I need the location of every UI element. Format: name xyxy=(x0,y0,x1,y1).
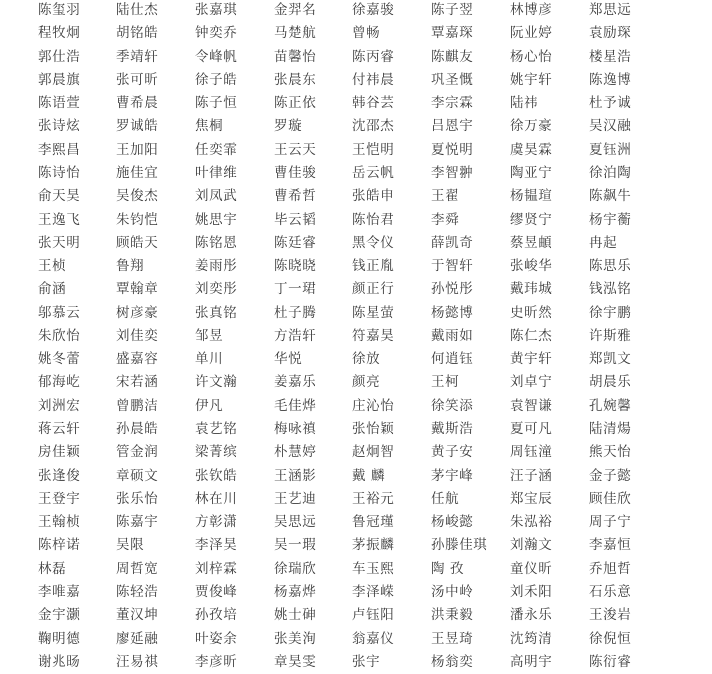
name-cell: 潘永乐 xyxy=(510,607,553,624)
name-cell: 王翰桢 xyxy=(38,514,81,531)
name-cell: 沈邵杰 xyxy=(352,118,395,135)
name-cell: 黄子安 xyxy=(431,444,474,461)
name-cell: 朱泓裕 xyxy=(510,514,553,531)
name-cell: 翁嘉仪 xyxy=(352,630,395,647)
name-row xyxy=(0,511,712,534)
name-cell: 张真铭 xyxy=(195,304,238,321)
name-row xyxy=(0,115,712,138)
name-cell: 徐放 xyxy=(352,351,381,368)
name-cell: 杨韫瑄 xyxy=(510,188,553,205)
name-cell: 任奕霏 xyxy=(195,141,238,158)
name-row xyxy=(0,22,712,45)
name-cell: 叶律维 xyxy=(195,164,238,181)
name-cell: 周哲宽 xyxy=(116,560,159,577)
name-row xyxy=(0,46,712,69)
name-row xyxy=(0,604,712,627)
name-cell: 戴斯浩 xyxy=(431,421,474,438)
name-cell: 熊天怡 xyxy=(589,444,632,461)
name-cell: 单川 xyxy=(195,351,224,368)
name-cell: 王涵影 xyxy=(274,467,317,484)
name-cell: 房佳颖 xyxy=(38,444,81,461)
name-cell: 马楚航 xyxy=(274,25,317,42)
name-cell: 许斯雅 xyxy=(589,327,632,344)
name-cell: 曹佳骏 xyxy=(274,164,317,181)
name-cell: 令峰帆 xyxy=(195,48,238,65)
name-cell: 杨心怡 xyxy=(510,48,553,65)
name-cell: 王浚岩 xyxy=(589,607,632,624)
name-cell: 杨翁奕 xyxy=(431,653,474,670)
name-cell: 李宗霖 xyxy=(431,95,474,112)
name-cell: 曹希哲 xyxy=(274,188,317,205)
name-cell: 陈思乐 xyxy=(589,258,632,275)
name-row xyxy=(0,278,712,301)
name-cell: 毕云韬 xyxy=(274,211,317,228)
name-cell: 汪易祺 xyxy=(116,653,159,670)
name-cell: 庄沁怡 xyxy=(352,397,395,414)
name-cell: 孙孜培 xyxy=(195,607,238,624)
name-cell: 张美洵 xyxy=(274,630,317,647)
name-row xyxy=(0,418,712,441)
name-cell: 袁智谦 xyxy=(510,397,553,414)
name-cell: 郭仕浩 xyxy=(38,48,81,65)
name-cell: 俞涵 xyxy=(38,281,67,298)
name-cell: 吴一瑕 xyxy=(274,537,317,554)
name-cell: 付祎晨 xyxy=(352,71,395,88)
name-row xyxy=(0,465,712,488)
name-cell: 程牧炯 xyxy=(38,25,81,42)
name-row xyxy=(0,581,712,604)
name-cell: 梅咏禛 xyxy=(274,421,317,438)
name-cell: 陈麒友 xyxy=(431,48,474,65)
name-row xyxy=(0,232,712,255)
name-cell: 沈筠清 xyxy=(510,630,553,647)
name-cell: 施佳宜 xyxy=(116,164,159,181)
name-cell: 戴玮城 xyxy=(510,281,553,298)
name-cell: 张宇 xyxy=(352,653,381,670)
name-cell: 邹昱 xyxy=(195,327,224,344)
name-cell: 管金润 xyxy=(116,444,159,461)
name-cell: 陈衍睿 xyxy=(589,653,632,670)
name-row xyxy=(0,0,712,22)
name-cell: 林在川 xyxy=(195,490,238,507)
name-cell: 蔡昱頔 xyxy=(510,234,553,251)
name-cell: 刘佳奕 xyxy=(116,327,159,344)
name-cell: 方浩轩 xyxy=(274,327,317,344)
name-cell: 石乐意 xyxy=(589,584,632,600)
name-cell: 孙悦彤 xyxy=(431,281,474,298)
name-cell: 陈正依 xyxy=(274,95,317,112)
name-cell: 树彦豪 xyxy=(116,304,159,321)
name-cell: 金宇灏 xyxy=(38,607,81,624)
name-cell: 叶姿余 xyxy=(195,630,238,647)
name-cell: 梁菁缤 xyxy=(195,444,238,461)
name-cell: 郑凯文 xyxy=(589,351,632,368)
name-cell: 钱泓铭 xyxy=(589,281,632,298)
name-cell: 巩圣慨 xyxy=(431,71,474,88)
name-cell: 张钦皓 xyxy=(195,467,238,484)
name-cell: 陈星萤 xyxy=(352,304,395,321)
name-cell: 林博彦 xyxy=(510,2,553,18)
name-cell: 许文瀚 xyxy=(195,374,238,391)
name-cell: 吴限 xyxy=(116,537,145,554)
name-cell: 胡铭皓 xyxy=(116,25,159,42)
name-cell: 陶 孜 xyxy=(431,560,465,577)
name-cell: 王桢 xyxy=(38,258,67,275)
name-cell: 覃翰章 xyxy=(116,281,159,298)
name-cell: 史昕然 xyxy=(510,304,553,321)
name-row xyxy=(0,628,712,651)
name-cell: 陶亚宁 xyxy=(510,164,553,181)
name-cell: 阮业婷 xyxy=(510,25,553,42)
name-cell: 王翟 xyxy=(431,188,460,205)
name-cell: 徐瑞欣 xyxy=(274,560,317,577)
name-cell: 华悦 xyxy=(274,351,303,368)
name-cell: 陈子翌 xyxy=(431,2,474,18)
name-cell: 缪贤宁 xyxy=(510,211,553,228)
name-cell: 吴汉融 xyxy=(589,118,632,135)
name-cell: 刘卓宁 xyxy=(510,374,553,391)
name-cell: 袁艺铭 xyxy=(195,421,238,438)
name-cell: 张晨东 xyxy=(274,71,317,88)
name-cell: 周钰潼 xyxy=(510,444,553,461)
name-cell: 冉起 xyxy=(589,234,618,251)
name-row xyxy=(0,92,712,115)
name-cell: 陆清煬 xyxy=(589,421,632,438)
name-cell: 王恺明 xyxy=(352,141,395,158)
name-cell: 盛嘉容 xyxy=(116,351,159,368)
name-cell: 杨宇蘅 xyxy=(589,211,632,228)
name-cell: 丁一珺 xyxy=(274,281,317,298)
name-cell: 陈逸博 xyxy=(589,71,632,88)
name-cell: 赵炯智 xyxy=(352,444,395,461)
name-cell: 金子懿 xyxy=(589,467,632,484)
name-cell: 陈廷睿 xyxy=(274,234,317,251)
name-cell: 黑令仪 xyxy=(352,234,395,251)
name-cell: 刘洲宏 xyxy=(38,397,81,414)
name-cell: 洪秉毅 xyxy=(431,607,474,624)
name-cell: 童仪昕 xyxy=(510,560,553,577)
name-cell: 陈飙牛 xyxy=(589,188,632,205)
name-cell: 陈诗怡 xyxy=(38,164,81,181)
name-row xyxy=(0,162,712,185)
name-cell: 徐子皓 xyxy=(195,71,238,88)
name-cell: 俞天昊 xyxy=(38,188,81,205)
name-cell: 伊凡 xyxy=(195,397,224,414)
name-cell: 曹希晨 xyxy=(116,95,159,112)
name-cell: 汤中岭 xyxy=(431,584,474,600)
name-cell: 郁海屹 xyxy=(38,374,81,391)
name-cell: 李智翀 xyxy=(431,164,474,181)
name-cell: 刘梓霖 xyxy=(195,560,238,577)
name-cell: 杨懿博 xyxy=(431,304,474,321)
name-row xyxy=(0,302,712,325)
name-cell: 于智轩 xyxy=(431,258,474,275)
name-cell: 杨嘉烨 xyxy=(274,584,317,600)
name-cell: 杜子腾 xyxy=(274,304,317,321)
name-cell: 吴俊杰 xyxy=(116,188,159,205)
name-cell: 陈子恒 xyxy=(195,95,238,112)
name-cell: 章昊雯 xyxy=(274,653,317,670)
name-cell: 李嘉恒 xyxy=(589,537,632,554)
name-cell: 曾畅 xyxy=(352,25,381,42)
name-row xyxy=(0,651,712,674)
name-cell: 杨峻懿 xyxy=(431,514,474,531)
name-row xyxy=(0,139,712,162)
name-cell: 毛佳烨 xyxy=(274,397,317,414)
name-cell: 任航 xyxy=(431,490,460,507)
name-cell: 张峻华 xyxy=(510,258,553,275)
name-cell: 陈铭恩 xyxy=(195,234,238,251)
name-cell: 张诗炫 xyxy=(38,118,81,135)
name-cell: 贾俊峰 xyxy=(195,584,238,600)
name-cell: 李彦昕 xyxy=(195,653,238,670)
name-cell: 汪子涵 xyxy=(510,467,553,484)
name-cell: 陆仕杰 xyxy=(116,2,159,18)
name-cell: 张天明 xyxy=(38,234,81,251)
name-cell: 徐万豪 xyxy=(510,118,553,135)
name-cell: 徐嘉骏 xyxy=(352,2,395,18)
name-cell: 王云天 xyxy=(274,141,317,158)
name-cell: 卢钰阳 xyxy=(352,607,395,624)
name-cell: 李熙昌 xyxy=(38,141,81,158)
name-cell: 焦桐 xyxy=(195,118,224,135)
name-cell: 郑宝辰 xyxy=(510,490,553,507)
name-cell: 楼星浩 xyxy=(589,48,632,65)
name-cell: 夏悦明 xyxy=(431,141,474,158)
name-cell: 韩谷芸 xyxy=(352,95,395,112)
name-cell: 姚士砷 xyxy=(274,607,317,624)
name-cell: 李唯嘉 xyxy=(38,584,81,600)
name-cell: 朴慧婷 xyxy=(274,444,317,461)
name-cell: 戴雨如 xyxy=(431,327,474,344)
name-cell: 刘奕彤 xyxy=(195,281,238,298)
name-cell: 李泽嵘 xyxy=(352,584,395,600)
name-cell: 罗璇 xyxy=(274,118,303,135)
name-cell: 邬慕云 xyxy=(38,304,81,321)
name-cell: 黄宇轩 xyxy=(510,351,553,368)
name-cell: 王裕元 xyxy=(352,490,395,507)
name-cell: 钱正胤 xyxy=(352,258,395,275)
name-cell: 杜予诚 xyxy=(589,95,632,112)
name-row xyxy=(0,488,712,511)
name-row xyxy=(0,255,712,278)
name-cell: 刘禾阳 xyxy=(510,584,553,600)
name-cell: 孙晨皓 xyxy=(116,421,159,438)
name-cell: 钟奕乔 xyxy=(195,25,238,42)
name-cell: 王逸飞 xyxy=(38,211,81,228)
name-cell: 姜嘉乐 xyxy=(274,374,317,391)
name-cell: 周子宁 xyxy=(589,514,632,531)
name-cell: 方彰潇 xyxy=(195,514,238,531)
name-cell: 颜正行 xyxy=(352,281,395,298)
name-cell: 虞昊霖 xyxy=(510,141,553,158)
name-cell: 王登宇 xyxy=(38,490,81,507)
name-cell: 朱欣怡 xyxy=(38,327,81,344)
name-cell: 陈梓诺 xyxy=(38,537,81,554)
name-cell: 吴思远 xyxy=(274,514,317,531)
name-cell: 乔旭哲 xyxy=(589,560,632,577)
name-cell: 郑思远 xyxy=(589,2,632,18)
name-row xyxy=(0,558,712,581)
name-cell: 何逍钰 xyxy=(431,351,474,368)
name-cell: 李泽昊 xyxy=(195,537,238,554)
name-cell: 陈嘉宇 xyxy=(116,514,159,531)
name-cell: 张怡颖 xyxy=(352,421,395,438)
name-cell: 徐笑添 xyxy=(431,397,474,414)
name-cell: 陈语萱 xyxy=(38,95,81,112)
name-cell: 孙滕佳琪 xyxy=(431,537,488,554)
name-cell: 张嘉琪 xyxy=(195,2,238,18)
name-row xyxy=(0,69,712,92)
name-cell: 鲁翔 xyxy=(116,258,145,275)
name-row xyxy=(0,441,712,464)
name-cell: 岳云帆 xyxy=(352,164,395,181)
name-cell: 陈丙睿 xyxy=(352,48,395,65)
name-cell: 谢兆旸 xyxy=(38,653,81,670)
name-cell: 廖延融 xyxy=(116,630,159,647)
name-cell: 苗馨怡 xyxy=(274,48,317,65)
name-cell: 陈仁杰 xyxy=(510,327,553,344)
name-cell: 董汉坤 xyxy=(116,607,159,624)
name-cell: 陆祎 xyxy=(510,95,539,112)
name-cell: 刘瀚文 xyxy=(510,537,553,554)
name-cell: 章硕文 xyxy=(116,467,159,484)
name-cell: 陈晓晓 xyxy=(274,258,317,275)
name-cell: 覃嘉琛 xyxy=(431,25,474,42)
name-cell: 姚宇轩 xyxy=(510,71,553,88)
name-row xyxy=(0,371,712,394)
name-cell: 鲁冠瑾 xyxy=(352,514,395,531)
name-cell: 车玉熙 xyxy=(352,560,395,577)
name-row xyxy=(0,348,712,371)
name-cell: 袁励琛 xyxy=(589,25,632,42)
name-cell: 蒋云轩 xyxy=(38,421,81,438)
name-cell: 王昱琦 xyxy=(431,630,474,647)
name-cell: 孔婉馨 xyxy=(589,397,632,414)
name-row xyxy=(0,534,712,557)
name-cell: 茅振麟 xyxy=(352,537,395,554)
name-cell: 鞠明德 xyxy=(38,630,81,647)
name-cell: 陈轻浩 xyxy=(116,584,159,600)
name-cell: 姚思宇 xyxy=(195,211,238,228)
name-cell: 胡晨乐 xyxy=(589,374,632,391)
name-cell: 茅宇峰 xyxy=(431,467,474,484)
name-cell: 季靖轩 xyxy=(116,48,159,65)
name-row xyxy=(0,395,712,418)
name-cell: 薛凯奇 xyxy=(431,234,474,251)
name-cell: 李舜 xyxy=(431,211,460,228)
name-cell: 郭晨旗 xyxy=(38,71,81,88)
name-cell: 罗诚皓 xyxy=(116,118,159,135)
name-cell: 徐泊陶 xyxy=(589,164,632,181)
name-cell: 张乐怡 xyxy=(116,490,159,507)
name-cell: 曾鹏洁 xyxy=(116,397,159,414)
name-cell: 徐倪恒 xyxy=(589,630,632,647)
name-cell: 宋若涵 xyxy=(116,374,159,391)
name-cell: 姜雨彤 xyxy=(195,258,238,275)
name-cell: 姚冬蕾 xyxy=(38,351,81,368)
name-cell: 林磊 xyxy=(38,560,67,577)
name-cell: 王艺迪 xyxy=(274,490,317,507)
name-cell: 符嘉昊 xyxy=(352,327,395,344)
name-cell: 高明宇 xyxy=(510,653,553,670)
name-cell: 陈玺羽 xyxy=(38,2,81,18)
name-cell: 吕恩宇 xyxy=(431,118,474,135)
name-cell: 夏钰洲 xyxy=(589,141,632,158)
name-cell: 张逢俊 xyxy=(38,467,81,484)
name-row xyxy=(0,209,712,232)
name-cell: 夏可凡 xyxy=(510,421,553,438)
name-cell: 王柯 xyxy=(431,374,460,391)
name-row xyxy=(0,185,712,208)
name-cell: 金羿名 xyxy=(274,2,317,18)
name-cell: 张可昕 xyxy=(116,71,159,88)
name-cell: 顾佳欣 xyxy=(589,490,632,507)
name-cell: 颜亮 xyxy=(352,374,381,391)
name-cell: 顾皓天 xyxy=(116,234,159,251)
name-cell: 陈怡君 xyxy=(352,211,395,228)
name-cell: 张皓申 xyxy=(352,188,395,205)
name-cell: 朱钧恺 xyxy=(116,211,159,228)
name-row xyxy=(0,325,712,348)
name-cell: 王加阳 xyxy=(116,141,159,158)
name-cell: 刘凤武 xyxy=(195,188,238,205)
name-cell: 徐宇鹏 xyxy=(589,304,632,321)
name-cell: 戴 麟 xyxy=(352,467,386,484)
